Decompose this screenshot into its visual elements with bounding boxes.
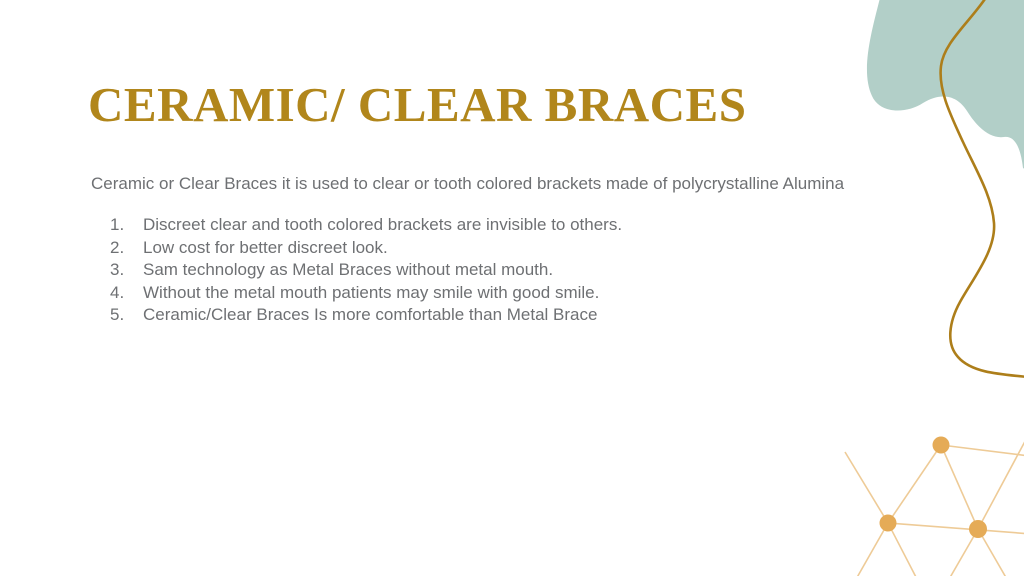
list-item-number: 2. xyxy=(110,237,125,257)
benefits-list xyxy=(91,214,791,327)
network-pattern xyxy=(845,432,1024,576)
list-item-number: 3. xyxy=(110,260,125,279)
network-edge xyxy=(941,445,978,529)
network-edge xyxy=(978,432,1024,529)
network-nodes xyxy=(880,437,988,539)
network-edge xyxy=(941,445,1024,456)
list-item xyxy=(91,259,791,282)
intro-paragraph: Ceramic or Clear Braces it is used to clear or tooth colored brackets made of polycrystalline Alumina xyxy=(91,174,845,193)
network-edge xyxy=(888,523,918,576)
list-item-number: 4. xyxy=(110,282,125,302)
list-item-text: Sam technology as Metal Braces without metal mouth. xyxy=(143,260,554,279)
network-edge xyxy=(888,523,1024,534)
list-item-text: Low cost for better discreet look. xyxy=(143,237,388,257)
network-node xyxy=(933,437,950,454)
list-item-number: 5. xyxy=(110,305,125,324)
list-item xyxy=(91,304,791,327)
slide-title: CERAMIC/ CLEAR BRACES xyxy=(88,76,747,132)
teal-blob-shape xyxy=(867,0,1024,172)
network-node xyxy=(969,520,987,538)
network-edge xyxy=(978,529,1008,576)
network-edge xyxy=(855,523,888,576)
list-item xyxy=(91,214,791,237)
list-item xyxy=(91,282,791,305)
network-edge xyxy=(888,445,941,523)
list-item-number: 1. xyxy=(110,215,125,234)
network-edge xyxy=(845,452,888,523)
gold-curve-line xyxy=(941,0,1024,377)
network-node xyxy=(880,515,897,532)
network-edge xyxy=(948,529,978,576)
list-item-text: Discreet clear and tooth colored brackets are invisible to others. xyxy=(143,215,623,234)
list-item xyxy=(91,237,791,260)
list-item-text: Without the metal mouth patients may smile with good smile. xyxy=(143,282,600,302)
list-item-text: Ceramic/Clear Braces Is more comfortable than Metal Brace xyxy=(143,305,598,324)
